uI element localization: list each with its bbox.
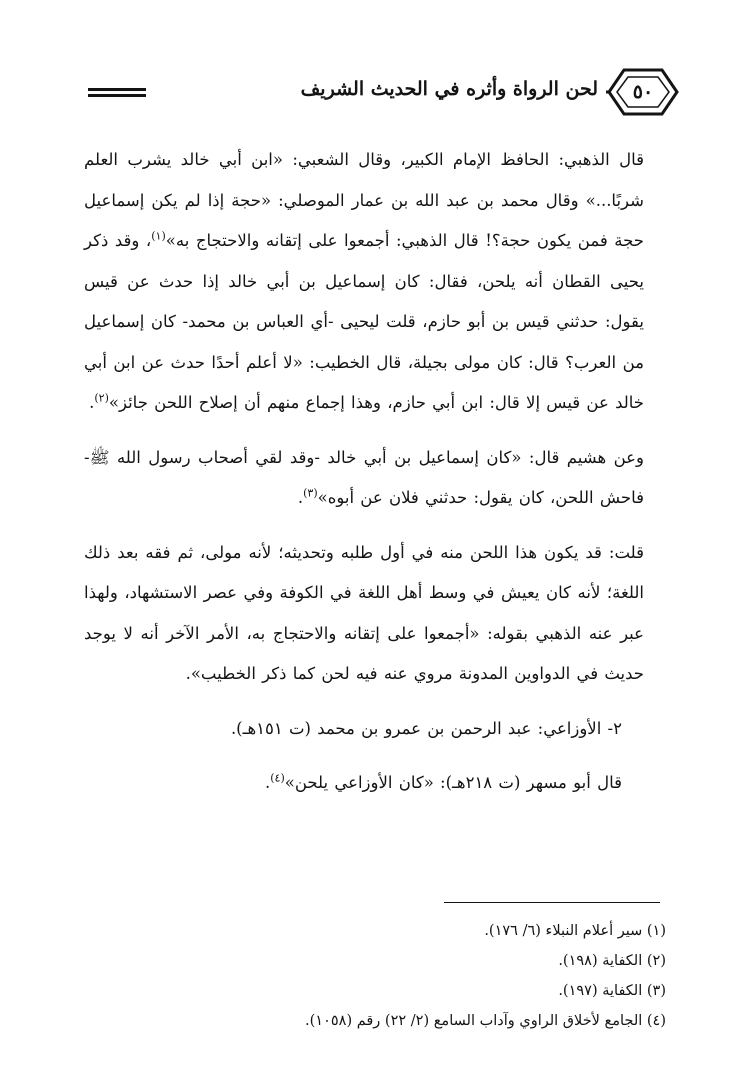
- footnote-ref-3[interactable]: (٣): [303, 486, 318, 500]
- footnote-ref-4[interactable]: (٤): [270, 771, 285, 785]
- footnote-4: (٤) الجامع لأخلاق الراوي وآداب السامع (٢/ ٢٢) رقم (١٠٥٨).: [305, 1013, 666, 1029]
- footnote-2: (٢) الكفاية (١٩٨).: [558, 953, 666, 969]
- main-text: [84, 140, 644, 804]
- page-number: ٥٠: [632, 80, 654, 103]
- header-double-rule: [88, 88, 146, 97]
- footnote-ref-2[interactable]: (٢): [94, 391, 109, 405]
- paragraph-ismail: قال الذهبي: الحافظ الإمام الكبير، وقال الشعبي: «ابن أبي خالد يشرب العلم شربًا...» وقال محمد بن عبد الله بن عمار الموصلي: «حجة إذا لم يكن إسماعيل حجة فمن يكون حجة؟! قال الذهبي: أجمعوا على إتقانه والاحتجاج به»$^{(١)}$، وقد ذكر يحيى القطان أنه يلحن، فقال: كان إسماعيل بن أبي خالد إذا حدث عن قيس يقول: حدثني قيس بن أبو حازم، قلت ليحيى -أي العباس بن محمد- كان إسماعيل من العرب؟ قال: كان مولى بجيلة، قال الخطيب: «لا أعلم أحدًا حدث عن ابن أبي خالد عن قيس إلا قال: ابن أبي حازم، وهذا إجماع منهم أن إصلاح اللحن جائز»$^{(٢)}$.: [84, 150, 644, 412]
- paragraph-abu-mushir: قال أبو مسهر (ت ٢١٨هـ): «كان الأوزاعي يلحن»$^{(٤)}$.: [264, 771, 622, 792]
- paragraph-commentary: قلت: قد يكون هذا اللحن منه في أول طلبه وتحديثه؛ لأنه مولى، ثم فقه بعد ذلك اللغة؛ لأنه كان يعيش في وسط أهل اللغة في الكوفة وفي عصر الاستشهاد، ولهذا عبر عنه الذهبي بقوله: «أجمعوا على إتقانه والاحتجاج به، الأمر الآخر أنه لا يوجد حديث في الدواوين المدونة مروي عنه فيه لحن كما ذكر الخطيب».: [84, 542, 644, 683]
- paragraph-awzai-heading: ٢- الأوزاعي: عبد الرحمن بن عمرو بن محمد (ت ١٥١هـ).: [230, 718, 622, 738]
- footnotes: [86, 916, 666, 1036]
- paragraph-hushaym: وعن هشيم قال: «كان إسماعيل بن أبي خالد -وقد لقي أصحاب رسول الله ﷺ- فاحش اللحن، كان يقول: حدثني فلان عن أبوه»$^{(٣)}$.: [84, 447, 644, 507]
- footnote-ref-1[interactable]: (١): [151, 229, 166, 243]
- running-header: [88, 64, 680, 124]
- footnote-1: (١) سير أعلام النبلاء (٦/ ١٧٦).: [484, 923, 666, 939]
- running-title: لحن الرواة وأثره في الحديث الشريف: [300, 78, 598, 100]
- footnote-3: (٣) الكفاية (١٩٧).: [558, 983, 666, 999]
- footnote-separator: [444, 902, 660, 903]
